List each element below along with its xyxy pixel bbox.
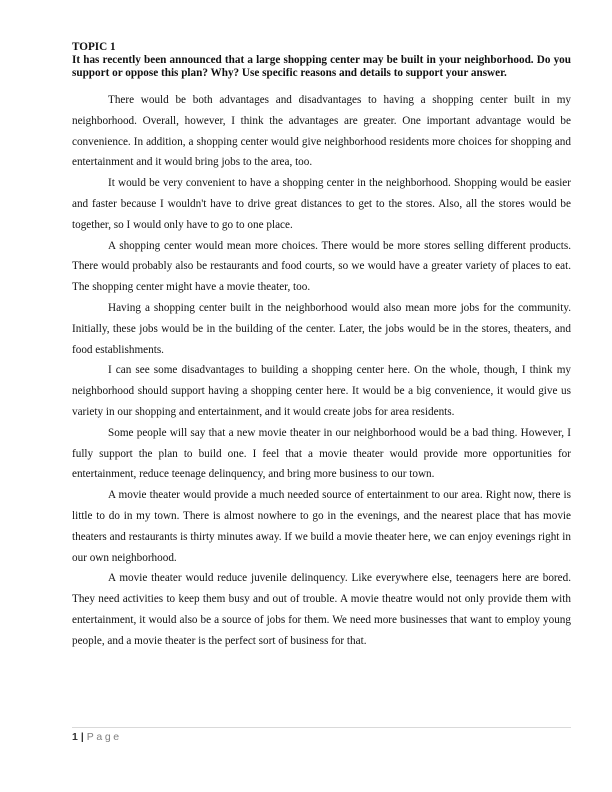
topic-heading: TOPIC 1 bbox=[72, 41, 116, 53]
page-footer bbox=[72, 731, 122, 743]
essay-paragraph: A movie theater would provide a much needed source of entertainment to our area. Right now, there is little to do in my town. There is almost nowhere to go in the evenings, and the nearest place that has movie theaters and restaurants is thirty minutes away. If we build a movie theater here, we can enjoy evenings right in our own neighborhood. bbox=[72, 489, 571, 564]
page-label: Page bbox=[86, 731, 122, 743]
essay-prompt: It has recently been announced that a large shopping center may be built in your neighborhood. Do you support or oppose this plan? Why? Use specific reasons and details to support your answer. bbox=[72, 54, 571, 79]
footer-separator: | bbox=[80, 731, 84, 743]
page-number: 1 bbox=[72, 731, 78, 743]
essay-paragraph: A movie theater would reduce juvenile delinquency. Like everywhere else, teenagers here are bored. They need activities to keep them busy and out of trouble. A movie theatre would not only provide them with entertainment, it would also be a source of jobs for them. We need more businesses that want to employ young people, and a movie theater is the perfect sort of business for that. bbox=[72, 572, 571, 647]
essay-paragraph: Some people will say that a new movie theater in our neighborhood would be a bad thing. However, I fully support the plan to build one. I feel that a movie theater would provide more opportunities for entertainment, reduce teenage delinquency, and bring more business to our town. bbox=[72, 426, 571, 481]
essay-paragraph: It would be very convenient to have a shopping center in the neighborhood. Shopping would be easier and faster because I wouldn't have to drive great distances to get to the stores. Also, all the stores would be together, so I would only have to go to one place. bbox=[72, 177, 571, 231]
essay-paragraph: Having a shopping center built in the neighborhood would also mean more jobs for the community. Initially, these jobs would be in the building of the center. Later, the jobs would be in the stores, theaters, and food establishments. bbox=[72, 301, 571, 356]
essay-text bbox=[72, 90, 571, 652]
essay-paragraph: A shopping center would mean more choices. There would be more stores selling different products. There would probably also be restaurants and food courts, so we would have a greater variety of places to eat. The shopping center might have a movie theater, too. bbox=[72, 239, 571, 294]
footer-divider bbox=[72, 727, 571, 728]
essay-paragraph: I can see some disadvantages to building a shopping center here. On the whole, though, I think my neighborhood should support having a shopping center here. It would be a big convenience, it would give us variety in our shopping and entertainment, and it would create jobs for area residents. bbox=[72, 364, 571, 418]
document-body bbox=[72, 41, 571, 652]
essay-paragraph: There would be both advantages and disadvantages to having a shopping center built in my neighborhood. Overall, however, I think the advantages are greater. One important advantage would be convenience. In addition, a shopping center would give neighborhood residents more choices for shopping and entertainment and it would bring jobs to the area, too. bbox=[72, 94, 571, 169]
